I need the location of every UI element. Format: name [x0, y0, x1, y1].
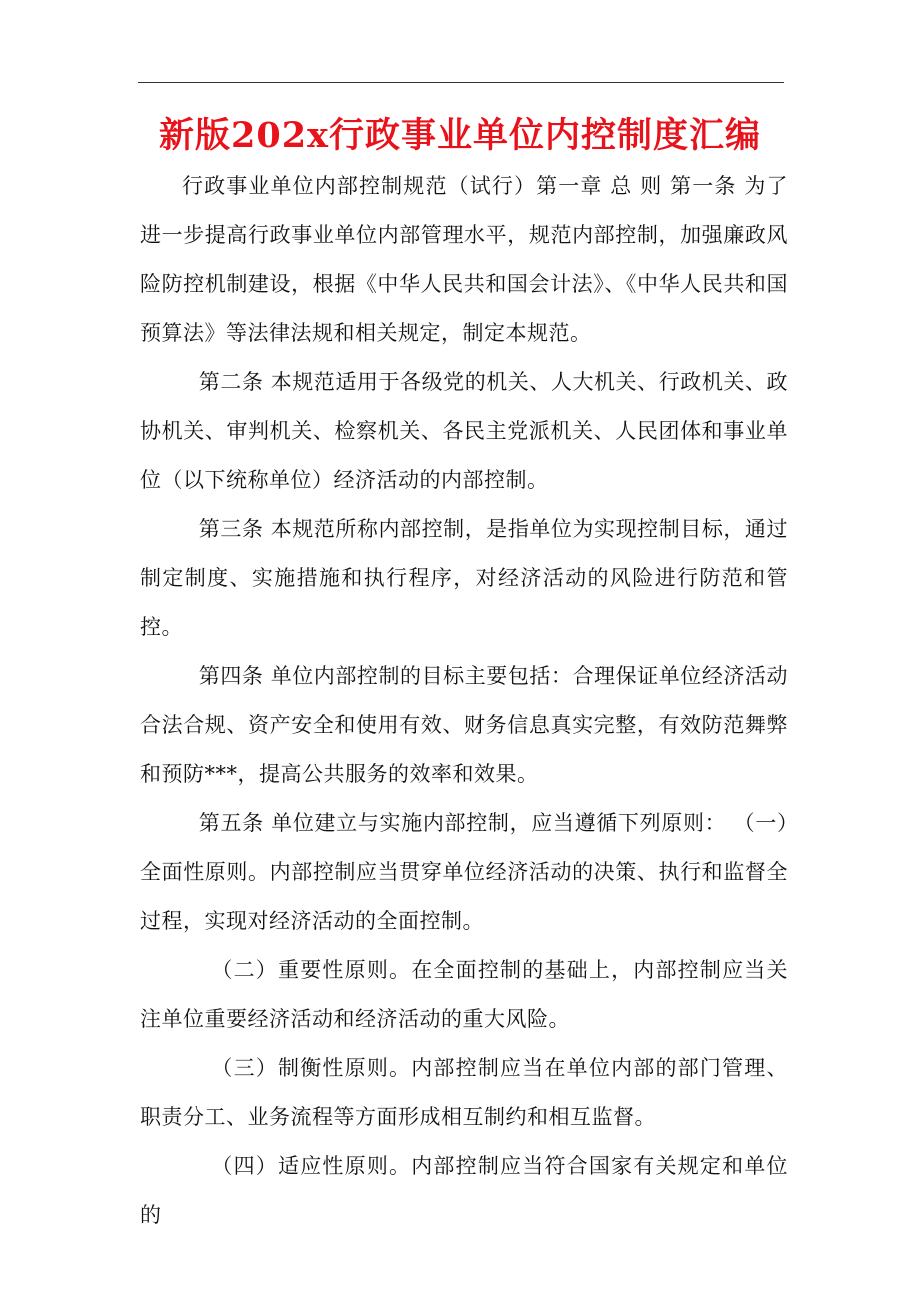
document-title: 新版202x行政事业单位内控制度汇编 — [159, 115, 761, 156]
header-rule — [138, 82, 784, 83]
paragraph-article-3: 第三条 本规范所称内部控制，是指单位为实现控制目标，通过制定制度、实施措施和执行程序，对经济活动的风险进行防范和管控。 — [140, 517, 788, 639]
paragraph-article-2: 第二条 本规范适用于各级党的机关、人大机关、行政机关、政协机关、审判机关、检察机关、各民主党派机关、人民团体和事业单位（以下统称单位）经济活动的内部控制。 — [140, 370, 788, 492]
paragraph-principle-3: （三）制衡性原则。内部控制应当在单位内部的部门管理、职责分工、业务流程等方面形成相互制约和相互监督。 — [140, 1056, 788, 1129]
paragraph-article-1: 行政事业单位内部控制规范（试行）第一章 总 则 第一条 为了进一步提高行政事业单位内部管理水平，规范内部控制，加强廉政风险防控机制建设，根据《中华人民共和国会计法》、《中华人民共和国预算法》等法律法规和相关规定，制定本规范。 — [140, 174, 788, 345]
paragraph-article-5: 第五条 单位建立与实施内部控制，应当遵循下列原则： （一）全面性原则。内部控制应当贯穿单位经济活动的决策、执行和监督全过程，实现对经济活动的全面控制。 — [140, 811, 788, 933]
paragraph-article-4: 第四条 单位内部控制的目标主要包括：合理保证单位经济活动合法合规、资产安全和使用有效、财务信息真实完整，有效防范舞弊和预防***，提高公共服务的效率和效果。 — [140, 664, 788, 786]
paragraph-principle-2: （二）重要性原则。在全面控制的基础上，内部控制应当关注单位重要经济活动和经济活动的重大风险。 — [140, 958, 788, 1031]
document-body — [140, 162, 788, 1240]
paragraph-principle-4: （四）适应性原则。内部控制应当符合国家有关规定和单位的 — [140, 1154, 788, 1227]
